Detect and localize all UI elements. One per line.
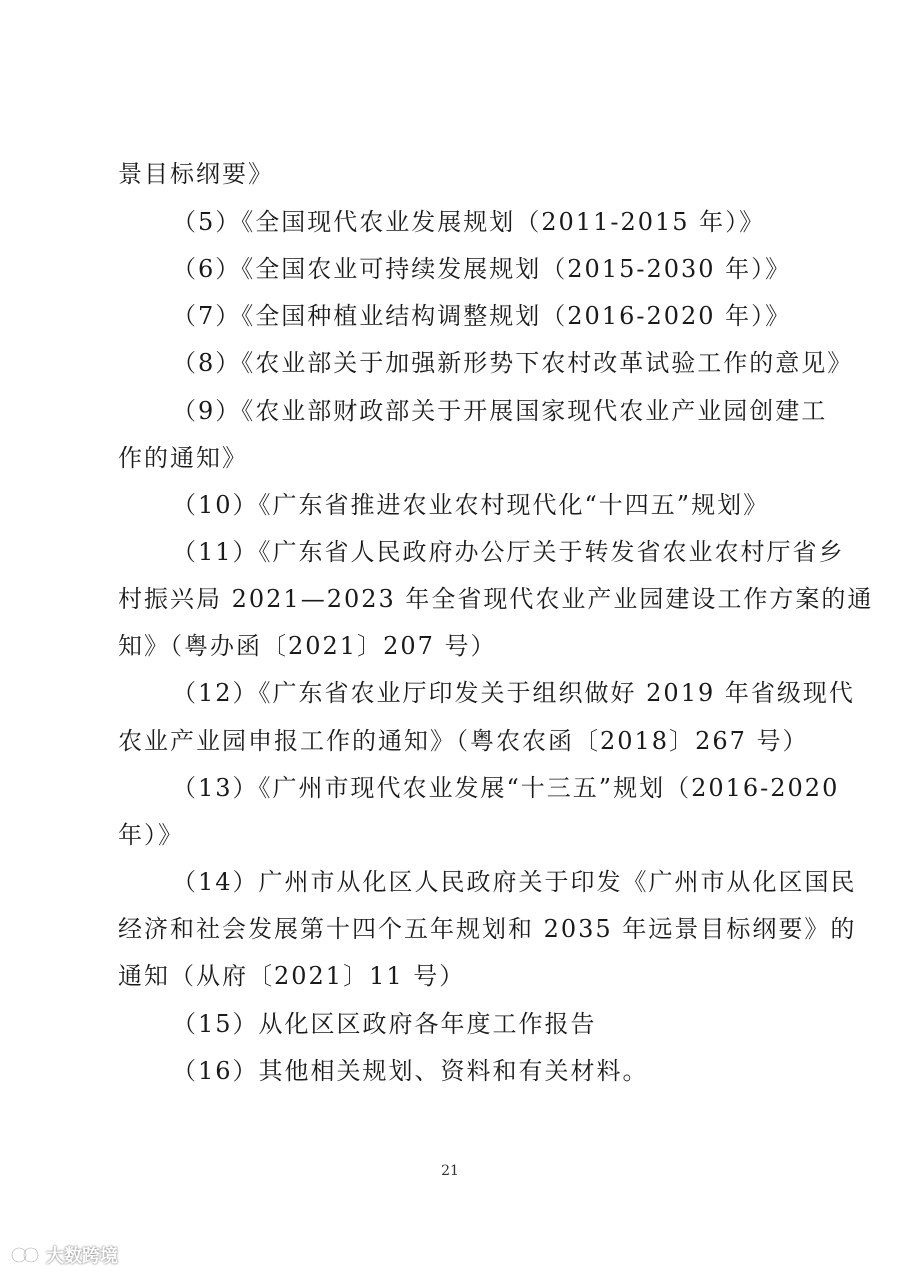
text-line-6: （9）《农业部财政部关于开展国家现代农业产业园创建工 <box>172 397 828 425</box>
text-line-13: 农业产业园申报工作的通知》（粤农农函〔2018〕267 号） <box>118 727 809 755</box>
text-line-19: （15）从化区区政府各年度工作报告 <box>172 1010 597 1038</box>
text-line-5: （8）《农业部关于加强新形势下农村改革试验工作的意见》 <box>172 349 854 377</box>
text-line-4: （7）《全国种植业结构调整规划（2016-2020 年）》 <box>172 302 792 330</box>
text-line-2: （5）《全国现代农业发展规划（2011-2015 年）》 <box>172 208 766 236</box>
text-line-16: （14）广州市从化区人民政府关于印发《广州市从化区国民 <box>172 868 857 896</box>
watermark-text: 大数跨境 <box>46 1246 118 1267</box>
text-line-9: （11）《广东省人民政府办公厅关于转发省农业农村厅省乡 <box>172 538 845 566</box>
brand-logo-icon <box>10 1244 40 1266</box>
page-number: 21 <box>441 1163 459 1179</box>
text-line-20: （16）其他相关规划、资料和有关材料。 <box>172 1057 649 1085</box>
watermark <box>10 1242 118 1268</box>
text-line-8: （10）《广东省推进农业农村现代化“十四五”规划》 <box>172 491 770 519</box>
text-line-17: 经济和社会发展第十四个五年规划和 2035 年远景目标纲要》的 <box>118 915 857 943</box>
text-line-3: （6）《全国农业可持续发展规划（2015-2030 年）》 <box>172 255 792 283</box>
text-line-11: 知》（粤办函〔2021〕207 号） <box>118 632 497 660</box>
text-line-1: 景目标纲要》 <box>118 160 274 188</box>
text-line-14: （13）《广州市现代农业发展“十三五”规划（2016-2020 <box>172 774 840 802</box>
text-line-15: 年）》 <box>118 821 184 849</box>
text-line-7: 作的通知》 <box>118 444 248 472</box>
text-line-10: 村振兴局 2021—2023 年全省现代农业产业园建设工作方案的通 <box>118 585 874 613</box>
text-line-12: （12）《广东省农业厅印发关于组织做好 2019 年省级现代 <box>172 679 855 707</box>
text-line-18: 通知（从府〔2021〕11 号） <box>118 962 466 990</box>
